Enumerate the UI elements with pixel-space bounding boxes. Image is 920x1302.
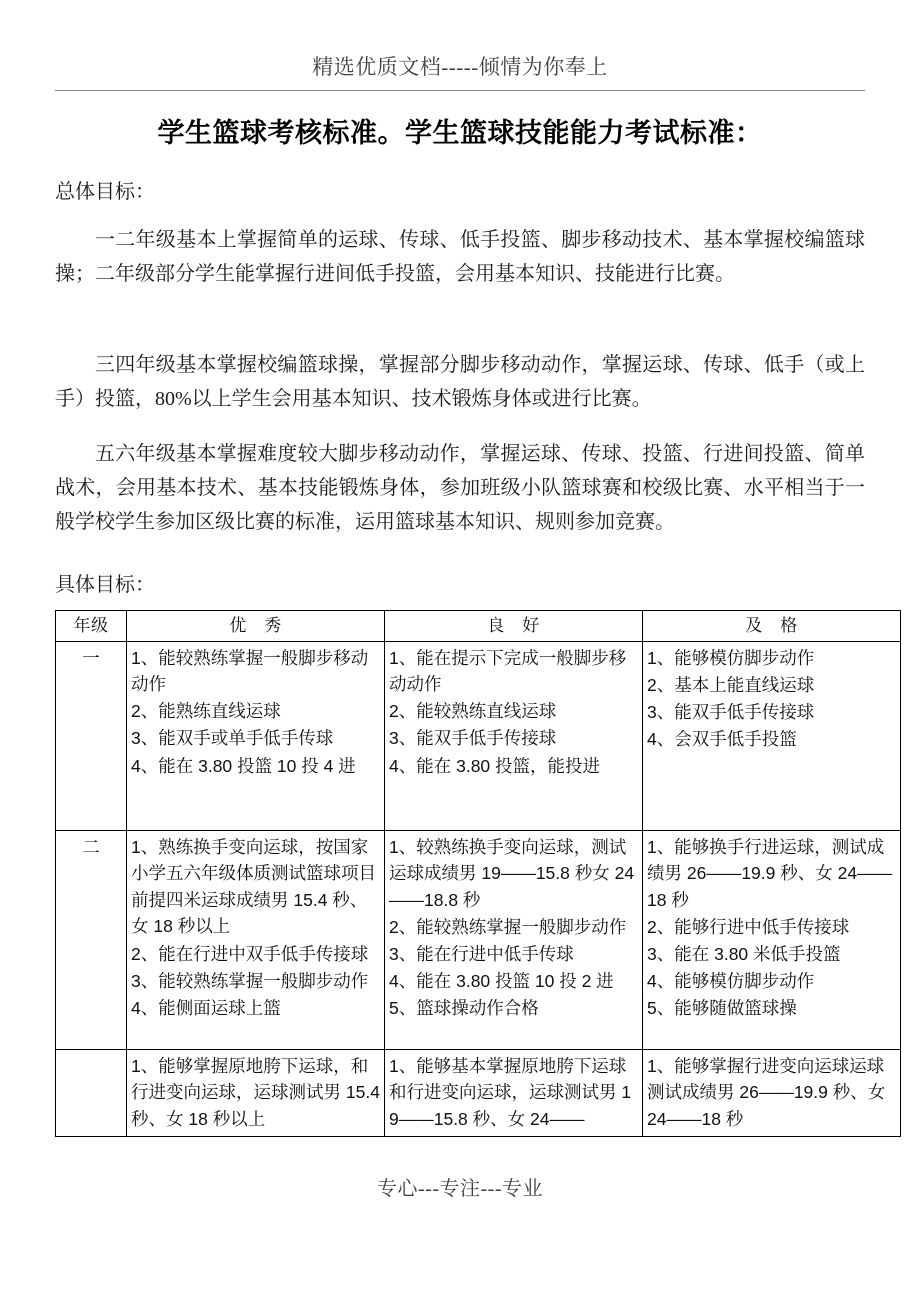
criteria-item: 3、能在行进中低手传球 [389,944,574,965]
criteria-list [647,645,896,753]
excellent-cell [127,1049,385,1136]
overall-paragraph-2: 三四年级基本掌握校编篮球操，掌握部分脚步移动动作，掌握运球、传球、低手（或上手）投篮，80%以上学生会用基本知识、技术锻炼身体或进行比赛。 [55,353,865,411]
criteria-item: 1、能够基本掌握原地胯下运球和行进变向运球，运球测试男 19——15.8 秒、女 24—— [389,1055,632,1129]
excellent-cell [127,641,385,830]
good-cell [385,1049,643,1136]
criteria-item: 4、能够模仿脚步动作 [647,971,815,992]
page-header [55,0,865,91]
criteria-item: 1、能够模仿脚步动作 [647,647,815,668]
criteria-item: 1、能够掌握原地胯下运球，和行进变向运球，运球测试男 15.4 秒、女 18 秒以上 [131,1055,380,1129]
criteria-item: 2、能在行进中双手低手传接球 [131,943,369,964]
criteria-item: 4、能在 3.80 投篮 10 投 4 进 [131,755,356,776]
criteria-item: 2、能较熟练掌握一般脚步动作 [389,916,627,937]
criteria-item: 2、能够行进中低手传接球 [647,916,850,937]
good-cell [385,830,643,1049]
specific-goals-label: 具体目标： [55,573,155,596]
criteria-list [131,645,380,779]
excellent-cell [127,830,385,1049]
criteria-item: 1、熟练换手变向运球，按国家小学五六年级体质测试篮球项目前提四米运球成绩男 15.4 秒、女 18 秒以上 [131,836,376,937]
header-excellent: 优 秀 [127,610,385,641]
grade-cell: 二 [56,830,127,1049]
table-row [56,830,901,1049]
criteria-item: 3、能双手低手传接球 [389,728,557,749]
header-good: 良 好 [385,610,643,641]
table-header [56,610,901,641]
overall-goals-label: 总体目标： [55,180,155,203]
criteria-item: 2、能熟练直线运球 [131,701,281,722]
criteria-list [131,834,380,1022]
criteria-item: 4、能在 3.80 投篮，能投进 [389,755,601,776]
grade-cell [56,1049,127,1136]
criteria-item: 1、能够换手行进运球，测试成绩男 26——19.9 秒、女 24——18 秒 [647,836,893,910]
standards-table [55,610,901,1137]
criteria-item: 2、基本上能直线运球 [647,674,815,695]
header-pass: 及 格 [643,610,901,641]
grade-cell: 一 [56,641,127,830]
good-cell [385,641,643,830]
criteria-list [647,1053,896,1133]
criteria-list [647,834,896,1022]
criteria-list [389,834,638,1022]
pass-cell [643,641,901,830]
paragraph-spacer [55,312,865,332]
pass-cell [643,830,901,1049]
criteria-item: 4、能侧面运球上篮 [131,997,281,1018]
page-footer-text: 专心---专注---专业 [377,1178,543,1200]
criteria-item: 5、篮球操动作合格 [389,998,539,1019]
criteria-item: 1、能够掌握行进变向运球运球测试成绩男 26——19.9 秒、女 24——18 秒 [647,1055,886,1129]
criteria-item: 1、能在提示下完成一般脚步移动动作 [389,647,627,695]
criteria-item: 3、能较熟练掌握一般脚步动作 [131,970,369,991]
criteria-item: 5、能够随做篮球操 [647,998,797,1019]
overall-paragraph-1: 一二年级基本上掌握简单的运球、传球、低手投篮、脚步移动技术、基本掌握校编篮球操；二年级部分学生能掌握行进间低手投篮，会用基本知识、技能进行比赛。 [55,228,865,286]
criteria-item: 1、较熟练换手变向运球，测试运球成绩男 19——15.8 秒女 24——18.8 秒 [389,836,635,910]
header-divider [55,90,865,91]
criteria-item: 3、能双手或单手低手传球 [131,728,334,749]
criteria-item: 3、能双手低手传接球 [647,701,815,722]
table-body [56,641,901,1136]
criteria-item: 3、能在 3.80 米低手投篮 [647,944,841,965]
criteria-item: 4、能在 3.80 投篮 10 投 2 进 [389,971,614,992]
criteria-item: 4、会双手低手投篮 [647,728,797,749]
pass-cell [643,1049,901,1136]
header-grade: 年级 [56,610,127,641]
criteria-list [389,1053,638,1133]
page-title: 学生篮球考核标准。学生篮球技能能力考试标准： [157,118,763,149]
table-header-row [56,610,901,641]
header-banner-text: 精选优质文档-----倾情为你奉上 [312,55,608,79]
criteria-item: 1、能较熟练掌握一般脚步移动动作 [131,647,369,695]
criteria-list [389,645,638,779]
table-row [56,641,901,830]
criteria-list [131,1053,380,1133]
table-row [56,1049,901,1136]
criteria-item: 2、能较熟练直线运球 [389,701,557,722]
overall-paragraph-3: 五六年级基本掌握难度较大脚步移动动作，掌握运球、传球、投篮、行进间投篮、简单战术，会用基本技术、基本技能锻炼身体，参加班级小队篮球赛和校级比赛、水平相当于一般学校学生参加区级比赛的标准，运用篮球基本知识、规则参加竞赛。 [55,442,865,534]
